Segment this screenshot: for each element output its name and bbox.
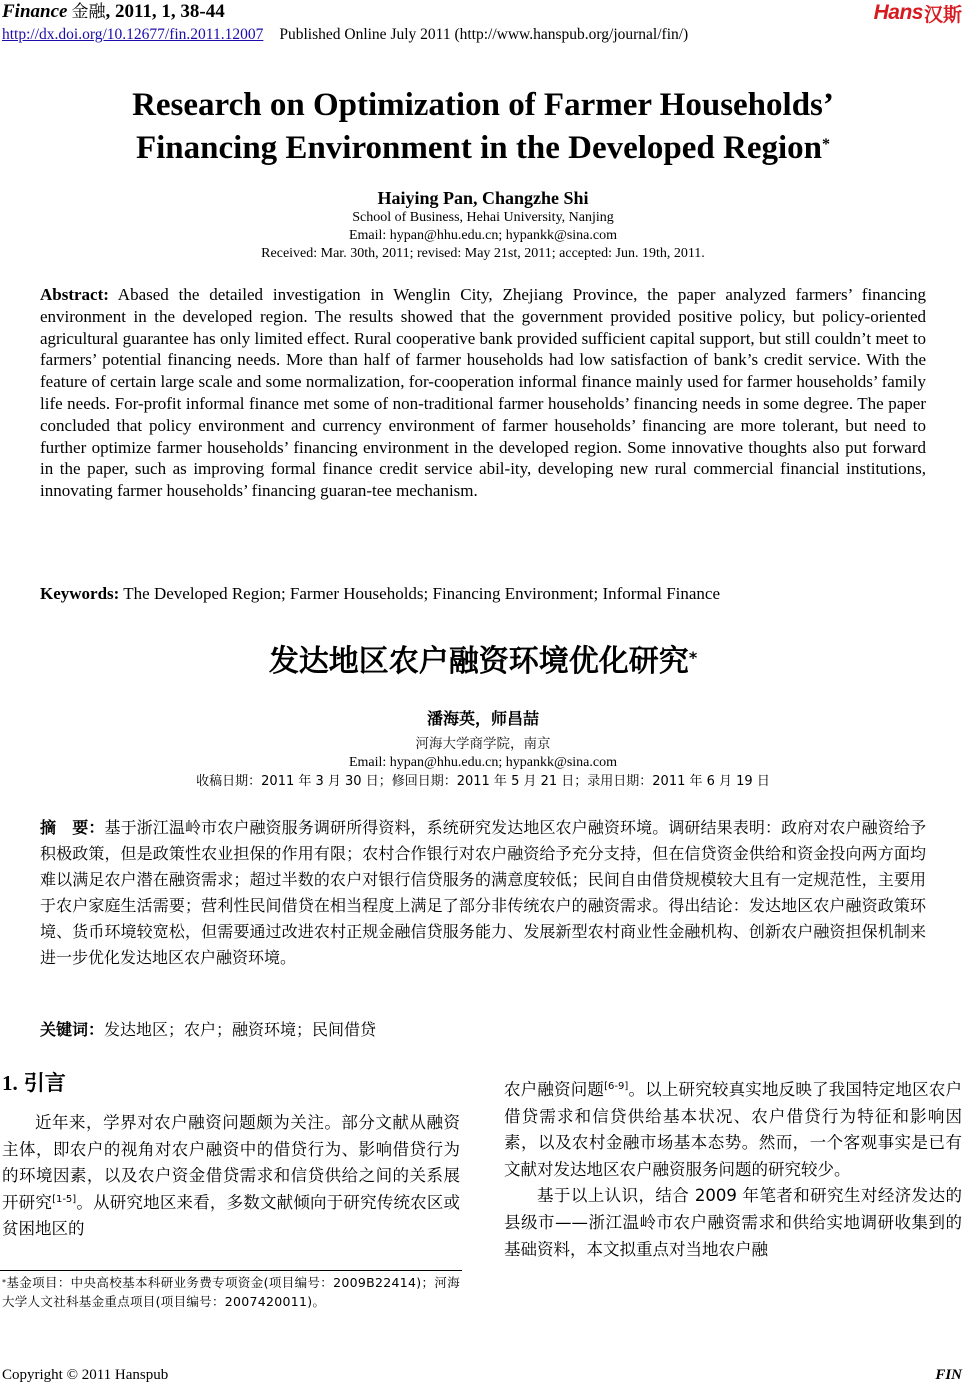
chinese-title: [0, 640, 966, 684]
chinese-abstract: [40, 815, 926, 971]
doi-link[interactable]: http://dx.doi.org/10.12677/fin.2011.12007: [2, 26, 264, 43]
chinese-keywords: [40, 1019, 376, 1041]
journal-citation: [2, 1, 225, 23]
logo-text-cn: 汉斯: [923, 3, 962, 26]
english-authors: Haiying Pan, Changzhe Shi: [377, 188, 589, 208]
chinese-title-footnote-marker: *: [688, 648, 698, 667]
english-email: Email: hypan@hhu.edu.cn; hypankk@sina.com: [348, 228, 617, 243]
right-column-paragraph-2: 基于以上认识，结合 2009 年笔者和研究生对经济发达的县级市——浙江温岭市农户融资需求和供给实地调研收集到的基础资料，本文拟重点对当地农户融: [504, 1186, 962, 1259]
left-para-text-b: 。从研究地区来看，多数文献倾向于研究传统农区或贫困地区的: [2, 1192, 461, 1239]
footnote-divider: [0, 1270, 462, 1271]
journal-name: Finance: [2, 1, 68, 22]
chinese-authors: 潘海英，师昌喆: [426, 709, 539, 728]
chinese-abstract-label: 摘 要：: [40, 818, 105, 837]
chinese-abstract-text: 基于浙江温岭市农户融资服务调研所得资料，系统研究发达地区农户融资环境。调研结果表明：政府对农户融资给予积极政策，但是政策性农业担保的作用有限；农村合作银行对农户融资给予充分支持，但在信贷资金供给和资金投向两方面均难以满足农户潜在融资需求；超过半数的农户对银行信贷服务的满意度较低；民间自由借贷规模较大且有一定规范性，主要用于农户家庭生活需要；营利性民间借贷在相当程度上满足了部分非传统农户的融资需求。得出结论：发达地区农户融资政策环境、货币环境较宽松，但需要通过改进农村正规金融信贷服务能力、发展新型农村商业性金融机构、创新农户融资担保机制来进一步优化发达地区农户融资环境。: [40, 818, 926, 967]
publication-line: [2, 25, 688, 45]
right-column: [504, 1077, 962, 1263]
journal-volume: , 2011, 1, 38-44: [105, 1, 225, 22]
right-column-paragraph-1: [504, 1077, 962, 1183]
english-title-line-2: [0, 127, 966, 170]
citation-ref[interactable]: [1-5]: [52, 1193, 77, 1205]
abstract-label: Abstract:: [40, 285, 109, 304]
right-para-text-a: 农户融资问题: [504, 1080, 605, 1099]
left-column-paragraph: [2, 1110, 460, 1243]
citation-ref[interactable]: [6-9]: [604, 1081, 629, 1092]
english-dates: Received: Mar. 30th, 2011; revised: May 21st, 2011; accepted: Jun. 19th, 2011.: [261, 246, 705, 261]
chinese-keywords-text: 发达地区；农户；融资环境；民间借贷: [104, 1020, 377, 1039]
english-abstract: [40, 284, 926, 502]
english-title-line-1: Research on Optimization of Farmer Households’: [132, 87, 834, 123]
logo-text: Hans: [873, 1, 923, 24]
copyright-notice: Copyright © 2011 Hanspub: [2, 1367, 169, 1383]
funding-footnote: [2, 1273, 460, 1311]
keywords-text: The Developed Region; Farmer Households; Financing Environment; Informal Finance: [119, 584, 721, 603]
chinese-affiliation: 河海大学商学院，南京: [415, 736, 551, 752]
chinese-dates: 收稿日期：2011 年 3 月 30 日；修回日期：2011 年 5 月 21 日；录用日期：2011 年 6 月 19 日: [196, 774, 770, 789]
english-keywords: [40, 583, 926, 605]
left-para-text-a: 近年来，学界对农户融资问题颇为关注。部分文献从融资主体，即农户的视角对农户融资中的借贷行为、影响借贷行为的环境因素，以及农户资金借贷需求和信贷供给之间的关系展开研究: [2, 1113, 460, 1212]
section-title: 引言: [23, 1071, 66, 1095]
section-number: 1.: [2, 1071, 18, 1095]
hanspub-logo: [874, 1, 962, 25]
keywords-label: Keywords:: [40, 584, 120, 603]
published-online-note: Published Online July 2011 (http://www.hanspub.org/journal/fin/): [279, 26, 689, 43]
right-para-text-b: 。以上研究较真实地反映了我国特定地区农户借贷需求和信贷供给基本状况、农户借贷行为特征和影响因素，以及农村金融市场基本态势。然而，一个客观事实是已有文献对发达地区农户融资服务问题的研究较少。: [504, 1080, 963, 1179]
chinese-keywords-label: 关键词：: [40, 1020, 105, 1039]
chinese-email: Email: hypan@hhu.edu.cn; hypankk@sina.com: [348, 755, 617, 770]
title-footnote-marker: *: [822, 136, 831, 153]
english-affiliation: School of Business, Hehai University, Nanjing: [352, 210, 614, 225]
footnote-marker: *: [2, 1278, 7, 1287]
section-heading: [2, 1069, 66, 1097]
journal-name-cn: 金融: [71, 2, 106, 22]
abstract-text: Abased the detailed investigation in Wenglin City, Zhejiang Province, the paper analyzed farmers’ financing environment in the developed region. The results showed that the government provided positive policy, but policy-oriented agricultural guarantee has only limited effect. Rural cooperative bank provided sufficient capital support, but still couldn’t meet to farmers’ potential financing needs. More than half of farmer households had low satisfaction of bank’s credit service. With the feature of certain large scale and some normalization, for-cooperation informal finance mainly used for farmer households’ family life needs. For-profit informal finance met some of non-traditional farmer households’ financing needs in some degree. The paper concluded that policy environment and currency environment of farmer households’ financing are more tolerant, but need to further optimize farmer households’ financing environment in the developed region. Some innovative thoughts also put forward in the paper, such as improving formal finance credit service abil-ity, developing new rural commercial financial institutions, innovating farmer households’ financing guaran-tee mechanism.: [40, 285, 926, 501]
footnote-text: 基金项目：中央高校基本科研业务费专项资金(项目编号：2009B22414)；河海大学人文社科基金重点项目(项目编号：2007420011)。: [2, 1275, 460, 1309]
english-title-line-2-text: Financing Environment in the Developed Region: [135, 130, 823, 166]
chinese-title-text: 发达地区农户融资环境优化研究: [268, 644, 689, 679]
journal-abbreviation: FIN: [935, 1367, 962, 1383]
english-title: [0, 84, 966, 170]
